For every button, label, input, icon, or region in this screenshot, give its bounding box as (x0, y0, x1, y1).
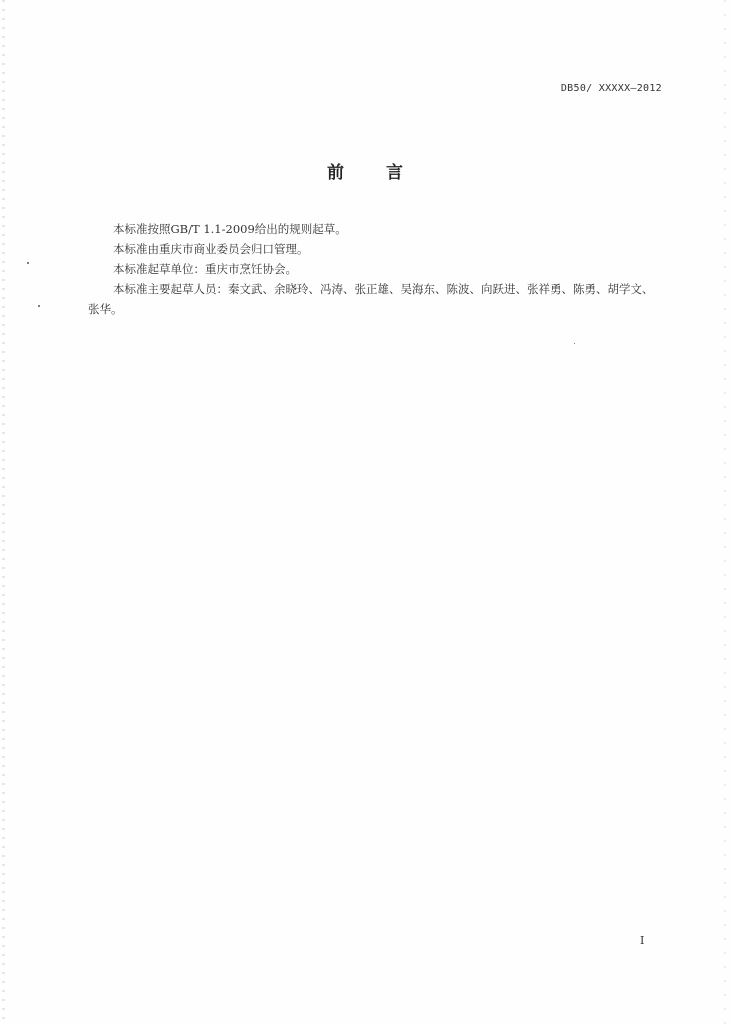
page-title: 前言 (327, 163, 445, 183)
scan-speck (27, 262, 29, 264)
scan-speck (574, 343, 575, 344)
paragraph-drafting-rules: 本标准按照GB/T 1.1-2009给出的规则起草。 (113, 222, 347, 236)
scan-edge-right (724, 0, 726, 1024)
document-code: DB50/ XXXXX—2012 (560, 83, 662, 94)
paragraph-drafting-unit: 本标准起草单位：重庆市烹饪协会。 (113, 262, 297, 276)
paragraph-management: 本标准由重庆市商业委员会归口管理。 (113, 242, 309, 256)
paragraph-drafters: 本标准主要起草人员：秦文武、余晓玲、冯涛、张正雄、吴海东、陈波、向跃进、张祥勇、陈勇、胡学文、张华。 (88, 282, 654, 316)
page-number: I (640, 934, 645, 947)
foreword-body (88, 219, 663, 319)
scan-edge-left (2, 0, 5, 1024)
scan-speck (38, 305, 40, 307)
